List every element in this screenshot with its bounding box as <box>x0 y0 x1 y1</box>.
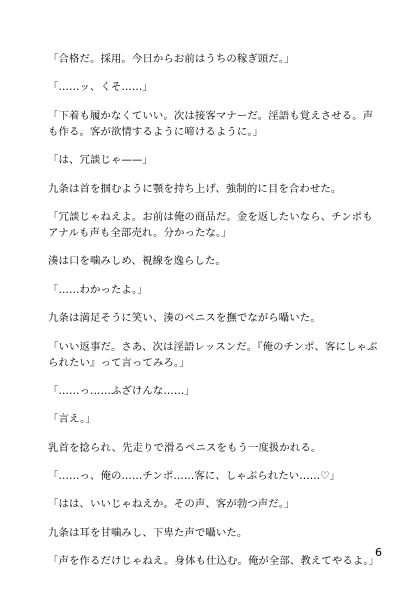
paragraph-7: 湊は口を噛みしめ、視線を逸らした。 <box>48 255 226 268</box>
paragraph-15: 「はは、いいじゃねえか。その声、客が勃つ声だ。」 <box>48 498 295 511</box>
paragraph-9: 九条は満足そうに笑い、湊のペニスを撫でながら囁いた。 <box>48 312 321 325</box>
paragraph-8: 「……わかったよ。」 <box>48 283 148 296</box>
paragraph-5: 九条は首を掴むように顎を持ち上げ、強制的に目を合わせた。 <box>48 182 342 195</box>
paragraph-10: 「いい返事だ。さあ、次は淫語レッスンだ。『俺のチンポ、客にしゃぶられたい』って言ってみろ。」 <box>48 340 378 369</box>
page-number: 6 <box>375 546 382 559</box>
paragraph-16: 九条は耳を甘噛みし、下卑た声で囁いた。 <box>48 526 248 539</box>
paragraph-17: 「声を作るだけじゃねえ。身体も仕込む。俺が全部、教えてやるよ。」 <box>48 555 380 568</box>
paragraph-12: 「言え。」 <box>48 413 96 426</box>
paragraph-1: 「合格だ。採用。今日からお前はうちの稼ぎ頭だ。」 <box>48 53 295 65</box>
paragraph-2: 「……ッ、くそ……」 <box>48 81 153 94</box>
paragraph-13: 乳首を捻られ、先走りで滑るペニスをもう一度扱かれる。 <box>48 441 322 454</box>
body-text <box>48 51 383 582</box>
paragraph-4: 「は、冗談じゃ——」 <box>48 154 153 167</box>
paragraph-11: 「……っ……ふざけんな……」 <box>48 384 195 397</box>
paragraph-3: 「下着も履かなくていい。次は接客マナーだ。淫語も覚えさせる。声も作る。客が欲情するように啼けるように。」 <box>48 109 374 138</box>
paragraph-6: 「冗談じゃねえよ。お前は俺の商品だ。金を返したいなら、チンポもアナルも声も全部売れ。分かったな。」 <box>48 210 373 239</box>
paragraph-14: 「……っ、俺の……チンポ……客に、しゃぶられたい……♡」 <box>48 470 341 483</box>
